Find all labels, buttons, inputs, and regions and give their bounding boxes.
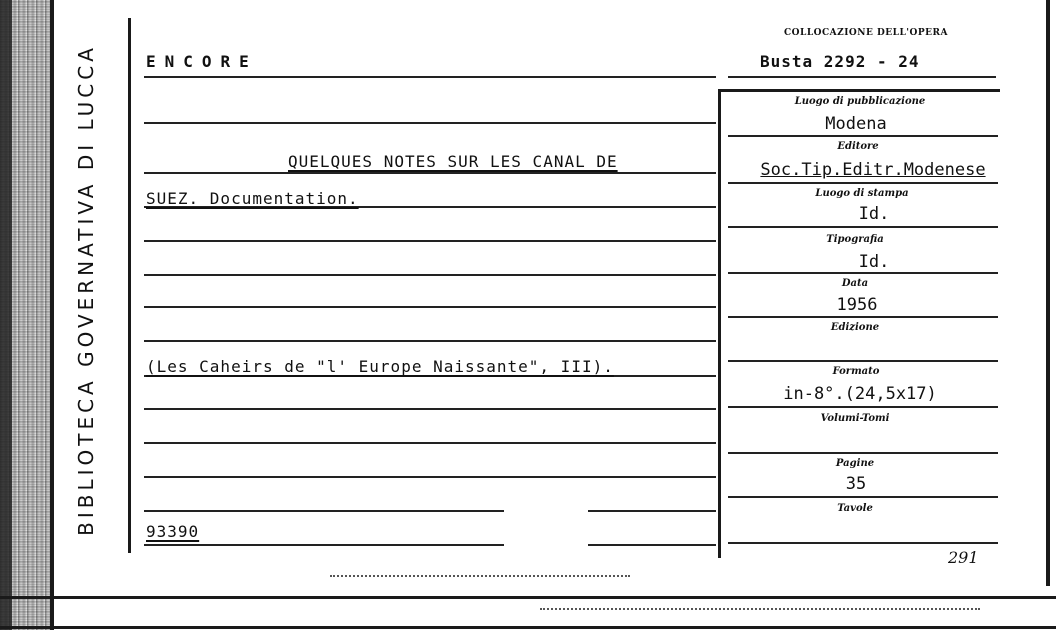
- field-value-format: in-8°.(24,5x17): [783, 384, 937, 404]
- ruled-line: [144, 76, 716, 78]
- ruled-line: [588, 544, 716, 546]
- scan-edge-dark: [0, 0, 12, 630]
- field-label-edition: Edizione: [830, 322, 880, 333]
- field-label-publisher: Editore: [837, 141, 879, 152]
- field-label-format: Formato: [832, 366, 880, 377]
- placement-value: Busta 2292 - 24: [760, 52, 920, 71]
- ruled-line: [144, 122, 716, 124]
- ruled-line: [588, 510, 716, 512]
- ruled-line: [144, 510, 504, 512]
- ruled-line: [144, 306, 716, 308]
- card-margin-line: [128, 18, 131, 553]
- placement-heading: COLLOCAZIONE DELL'OPERA: [784, 28, 948, 38]
- handwritten-number: 291: [948, 548, 979, 567]
- field-label-pages: Pagine: [835, 458, 875, 469]
- ruled-line: [144, 240, 716, 242]
- details-box-left: [718, 90, 721, 558]
- inventory-number: 93390: [146, 522, 200, 541]
- field-label-place-of-printing: Luogo di stampa: [815, 188, 909, 199]
- series-note: (Les Caheirs de "l' Europe Naissante", III).: [146, 357, 614, 376]
- card-bottom-border: [0, 596, 1056, 599]
- ruled-line: [728, 76, 996, 78]
- scan-artifact: [330, 575, 630, 577]
- field-value-place-of-printing: Id.: [858, 204, 890, 224]
- ruled-line: [728, 226, 998, 228]
- field-label-place-of-publication: Luogo di pubblicazione: [794, 96, 926, 107]
- ruled-line: [728, 182, 998, 184]
- field-value-printer: Id.: [858, 252, 890, 272]
- ruled-line: [728, 406, 998, 408]
- field-label-printer: Tipografia: [826, 234, 884, 245]
- field-value-place-of-publication: Modena: [825, 114, 887, 134]
- ruled-line: [728, 496, 998, 498]
- author-heading: ENCORE: [146, 52, 258, 71]
- scan-bottom-border: [0, 626, 1056, 629]
- field-label-plates: Tavole: [837, 503, 873, 514]
- ruled-line: [728, 316, 998, 318]
- ruled-line: [728, 272, 998, 274]
- ruled-line: [144, 442, 716, 444]
- ruled-line: [728, 542, 998, 544]
- ruled-line: [728, 360, 998, 362]
- ruled-line: [728, 135, 998, 137]
- field-value-publisher: Soc.Tip.Editr.Modenese: [760, 160, 986, 180]
- field-value-pages: 35: [845, 474, 867, 494]
- ruled-line: [144, 340, 716, 342]
- ruled-line: [144, 274, 716, 276]
- ruled-line: [144, 172, 716, 174]
- field-label-date: Data: [841, 278, 869, 289]
- ruled-line: [144, 544, 504, 546]
- title-line-2: SUEZ. Documentation.: [146, 189, 359, 208]
- card-right-border: [1046, 0, 1050, 586]
- card-left-border: [50, 0, 54, 630]
- details-box-top: [718, 89, 1000, 92]
- library-name: BIBLIOTECA GOVERNATIVA DI LUCCA: [74, 44, 98, 536]
- scan-artifact: [540, 608, 980, 610]
- ruled-line: [144, 408, 716, 410]
- ruled-line: [728, 452, 998, 454]
- field-label-volumes: Volumi-Tomi: [820, 413, 890, 424]
- ruled-line: [144, 476, 716, 478]
- field-value-date: 1956: [836, 295, 878, 315]
- title-line-1: QUELQUES NOTES SUR LES CANAL DE: [288, 152, 618, 171]
